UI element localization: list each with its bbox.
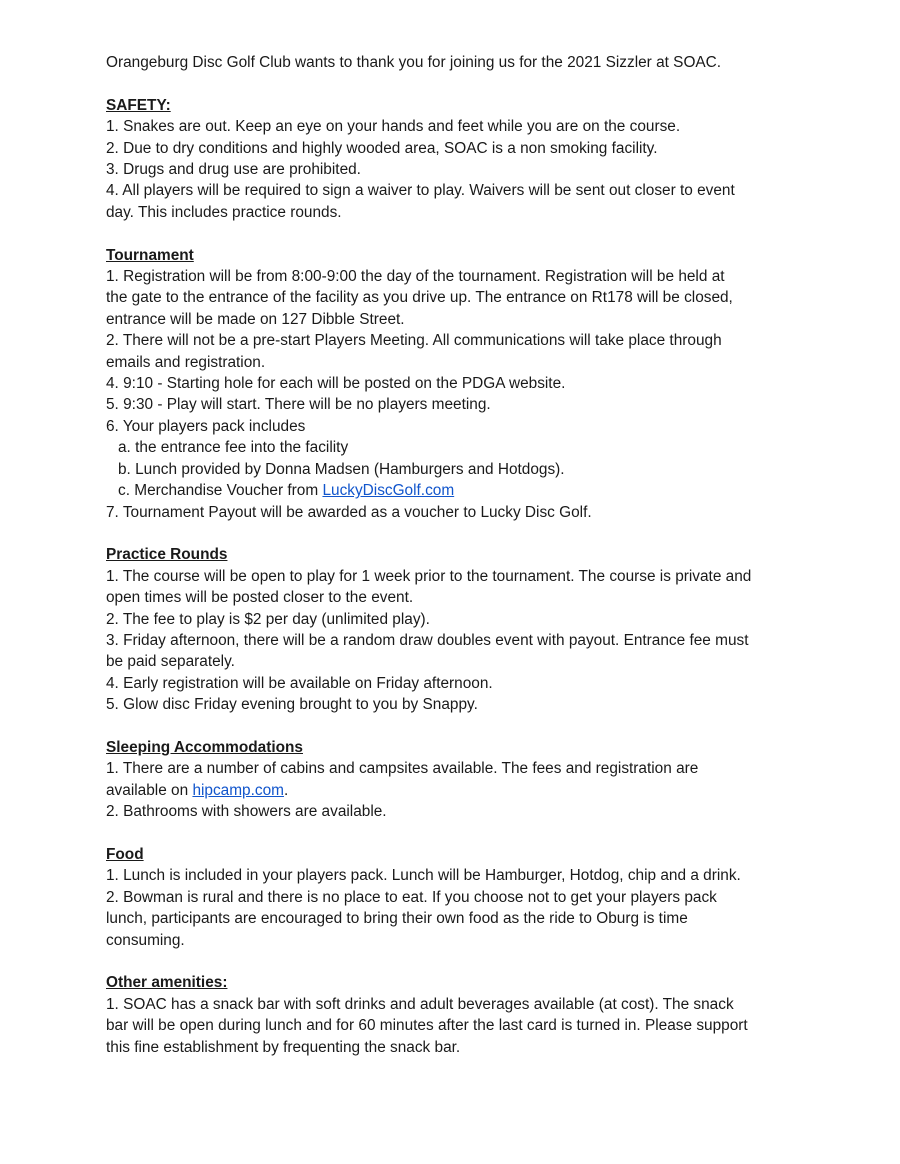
sleeping-line: 2. Bathrooms with showers are available. — [106, 803, 387, 821]
tournament-line: entrance will be made on 127 Dibble Street. — [106, 310, 405, 328]
sleeping-line-period: . — [283, 781, 289, 799]
sleeping-line-text: available on — [106, 781, 193, 799]
practice-line: 2. The fee to play is $2 per day (unlimited play). — [106, 610, 430, 628]
tournament-line: emails and registration. — [106, 353, 266, 371]
food-line: consuming. — [106, 931, 185, 949]
practice-line: open times will be posted closer to the event. — [106, 589, 414, 607]
amenities-heading: Other amenities: — [106, 974, 228, 992]
practice-heading: Practice Rounds — [106, 546, 228, 564]
sleeping-line-hipcamp — [106, 780, 810, 801]
players-pack-item-c — [106, 480, 810, 501]
safety-line: 1. Snakes are out. Keep an eye on your hands and feet while you are on the course. — [106, 118, 681, 136]
food-line: 1. Lunch is included in your players pack. Lunch will be Hamburger, Hotdog, chip and a drink. — [106, 867, 741, 885]
safety-heading: SAFETY: — [106, 96, 171, 114]
practice-line: 4. Early registration will be available on Friday afternoon. — [106, 674, 493, 692]
tournament-line: 4. 9:10 - Starting hole for each will be posted on the PDGA website. — [106, 375, 566, 393]
amenities-section — [106, 972, 810, 1058]
safety-line: day. This includes practice rounds. — [106, 203, 342, 221]
practice-line: 1. The course will be open to play for 1 week prior to the tournament. The course is private and — [106, 567, 752, 585]
safety-line: 3. Drugs and drug use are prohibited. — [106, 161, 361, 179]
tournament-line: 2. There will not be a pre-start Players Meeting. All communications will take place through — [106, 332, 722, 350]
players-pack-item-c-text: c. Merchandise Voucher from — [118, 482, 323, 500]
tournament-heading: Tournament — [106, 246, 194, 264]
sleeping-heading: Sleeping Accommodations — [106, 738, 303, 756]
players-pack-item-a: a. the entrance fee into the facility — [118, 439, 349, 457]
tournament-line: the gate to the entrance of the facility as you drive up. The entrance on Rt178 will be closed, — [106, 289, 733, 307]
practice-section — [106, 544, 810, 715]
tournament-line: 5. 9:30 - Play will start. There will be no players meeting. — [106, 396, 491, 414]
players-pack-item-b: b. Lunch provided by Donna Madsen (Hamburgers and Hotdogs). — [118, 460, 565, 478]
tournament-line: 7. Tournament Payout will be awarded as a voucher to Lucky Disc Golf. — [106, 503, 592, 521]
practice-line: 5. Glow disc Friday evening brought to you by Snappy. — [106, 696, 478, 714]
safety-line: 4. All players will be required to sign a waiver to play. Waivers will be sent out closer to event — [106, 182, 735, 200]
tournament-line: 6. Your players pack includes — [106, 417, 306, 435]
sleeping-line: 1. There are a number of cabins and campsites available. The fees and registration are — [106, 760, 699, 778]
amenities-line: bar will be open during lunch and for 60 minutes after the last card is turned in. Please support — [106, 1017, 748, 1035]
amenities-line: 1. SOAC has a snack bar with soft drinks and adult beverages available (at cost). The snack — [106, 995, 734, 1013]
luckydiscgolf-link[interactable]: LuckyDiscGolf.com — [322, 482, 455, 500]
practice-line: 3. Friday afternoon, there will be a random draw doubles event with payout. Entrance fee must — [106, 631, 749, 649]
food-section — [106, 844, 810, 951]
intro-text: Orangeburg Disc Golf Club wants to thank you for joining us for the 2021 Sizzler at SOAC. — [106, 54, 722, 71]
food-heading: Food — [106, 845, 144, 863]
tournament-section — [106, 245, 810, 523]
food-line: lunch, participants are encouraged to bring their own food as the ride to Oburg is time — [106, 910, 688, 928]
practice-line: be paid separately. — [106, 653, 235, 671]
sleeping-section — [106, 737, 810, 823]
food-line: 2. Bowman is rural and there is no place to eat. If you choose not to get your players pack — [106, 888, 717, 906]
amenities-line: this fine establishment by frequenting the snack bar. — [106, 1038, 461, 1056]
safety-section — [106, 95, 810, 223]
safety-line: 2. Due to dry conditions and highly wooded area, SOAC is a non smoking facility. — [106, 139, 658, 157]
tournament-line: 1. Registration will be from 8:00-9:00 the day of the tournament. Registration will be held at — [106, 268, 725, 286]
hipcamp-link[interactable]: hipcamp.com — [192, 781, 284, 799]
